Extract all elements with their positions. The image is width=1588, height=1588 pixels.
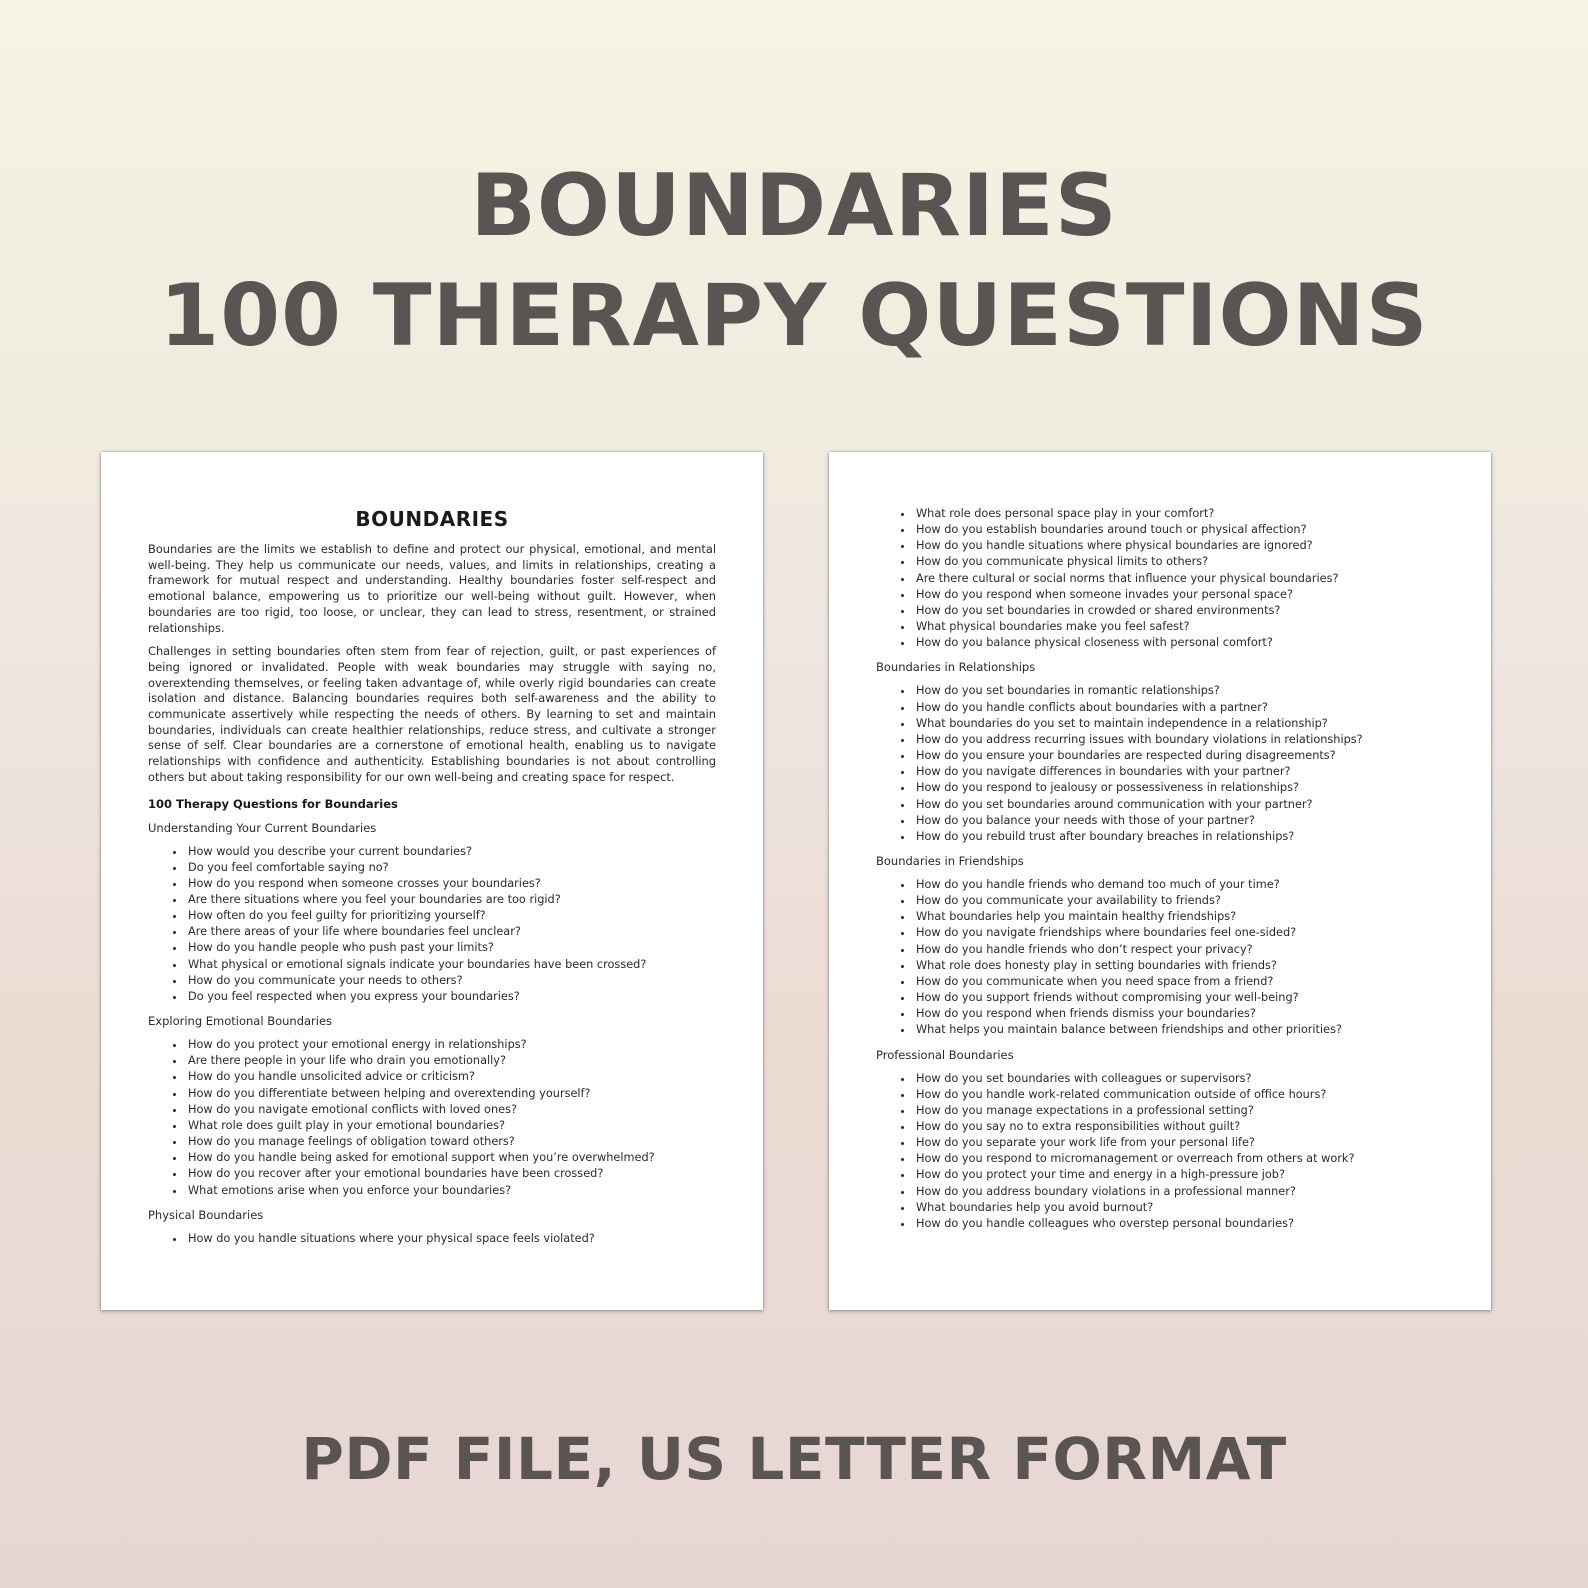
document-page-2 — [829, 452, 1491, 1310]
question-item: • How do you differentiate between helping and overextending yourself? — [186, 1086, 716, 1102]
question-item: • How do you set boundaries with colleagues or supervisors? — [914, 1071, 1444, 1087]
question-item: • How do you communicate your availability to friends? — [914, 893, 1444, 909]
question-list — [876, 1071, 1444, 1233]
question-item: • How often do you feel guilty for prioritizing yourself? — [186, 908, 716, 924]
section-heading: Professional Boundaries — [876, 1047, 1014, 1062]
question-item: • How do you communicate physical limits to others? — [914, 554, 1444, 570]
question-item: • How do you protect your emotional energy in relationships? — [186, 1037, 716, 1053]
question-list — [876, 506, 1444, 651]
question-item: • What boundaries help you maintain healthy friendships? — [914, 909, 1444, 925]
document-title: BOUNDARIES — [355, 507, 509, 531]
question-item: • How do you handle work-related communication outside of office hours? — [914, 1087, 1444, 1103]
question-item: • How do you rebuild trust after boundary breaches in relationships? — [914, 829, 1444, 845]
section-heading: Exploring Emotional Boundaries — [148, 1014, 333, 1029]
question-item: • How do you respond to jealousy or possessiveness in relationships? — [914, 780, 1444, 796]
question-item: • Are there situations where you feel your boundaries are too rigid? — [186, 892, 716, 908]
question-item: • How do you respond when friends dismiss your boundaries? — [914, 1006, 1444, 1022]
question-item: • How do you handle being asked for emotional support when you’re overwhelmed? — [186, 1150, 716, 1166]
question-item: • Are there cultural or social norms that influence your physical boundaries? — [914, 571, 1444, 587]
question-list — [876, 877, 1444, 1039]
headline-title: BOUNDARIES — [470, 156, 1118, 256]
question-item: • How do you manage expectations in a professional setting? — [914, 1103, 1444, 1119]
question-item: • How do you say no to extra responsibilities without guilt? — [914, 1119, 1444, 1135]
section-heading: Understanding Your Current Boundaries — [148, 820, 377, 835]
section-heading: Physical Boundaries — [148, 1207, 264, 1222]
question-item: • Are there areas of your life where boundaries feel unclear? — [186, 924, 716, 940]
page2-sections — [876, 659, 1444, 1232]
question-item: • How do you set boundaries around communication with your partner? — [914, 797, 1444, 813]
question-item: • How do you respond when someone invades your personal space? — [914, 587, 1444, 603]
section-heading: Boundaries in Relationships — [876, 660, 1036, 675]
question-list — [148, 1231, 716, 1247]
question-item: • How do you handle friends who demand too much of your time? — [914, 877, 1444, 893]
question-item: • How do you handle unsolicited advice or criticism? — [186, 1069, 716, 1085]
question-item: • Do you feel respected when you express your boundaries? — [186, 989, 716, 1005]
question-item: • How do you handle situations where physical boundaries are ignored? — [914, 538, 1444, 554]
question-item: • How do you navigate friendships where boundaries feel one-sided? — [914, 925, 1444, 941]
question-item: • How do you handle colleagues who overstep personal boundaries? — [914, 1216, 1444, 1232]
question-item: • How do you balance your needs with those of your partner? — [914, 813, 1444, 829]
question-item: • What helps you maintain balance between friendships and other priorities? — [914, 1022, 1444, 1038]
question-item: • What boundaries help you avoid burnout? — [914, 1200, 1444, 1216]
question-item: • How do you navigate differences in boundaries with your partner? — [914, 764, 1444, 780]
question-item: • How would you describe your current boundaries? — [186, 844, 716, 860]
question-item: • How do you support friends without compromising your well-being? — [914, 990, 1444, 1006]
question-item: • How do you respond to micromanagement or overreach from others at work? — [914, 1151, 1444, 1167]
question-item: • How do you handle people who push past your limits? — [186, 940, 716, 956]
question-item: • How do you balance physical closeness with personal comfort? — [914, 635, 1444, 651]
question-item: • How do you ensure your boundaries are respected during disagreements? — [914, 748, 1444, 764]
question-item: • What boundaries do you set to maintain independence in a relationship? — [914, 716, 1444, 732]
question-list — [148, 1037, 716, 1199]
document-page-1 — [101, 452, 763, 1310]
question-item: • How do you recover after your emotional boundaries have been crossed? — [186, 1166, 716, 1182]
question-item: • How do you handle conflicts about boundaries with a partner? — [914, 700, 1444, 716]
question-item: • What role does guilt play in your emotional boundaries? — [186, 1118, 716, 1134]
question-item: • How do you address boundary violations in a professional manner? — [914, 1184, 1444, 1200]
intro-paragraph: Challenges in setting boundaries often stem from fear of rejection, guilt, or past experiences of being ignored or invalidated. People with weak boundaries may struggle with saying no, overextending themselves, or feeling taken advantage of, while overly rigid boundaries can create isolation and distance. Balancing boundaries requires both self-awareness and the ability to communicate assertively while respecting the needs of others. By learning to set and maintain boundaries, individuals can create healthier relationships, reduce stress, and cultivate a stronger sense of self. Clear boundaries are a cornerstone of emotional health, enabling us to navigate relationships with confidence and authenticity. Establishing boundaries is not about controlling others but about taking responsibility for our own well-being and creating space for respect. — [148, 644, 716, 784]
question-item: • What role does honesty play in setting boundaries with friends? — [914, 958, 1444, 974]
question-item: • How do you establish boundaries around touch or physical affection? — [914, 522, 1444, 538]
headline-subtitle: 100 THERAPY QUESTIONS — [159, 266, 1429, 366]
question-item: • How do you respond when someone crosses your boundaries? — [186, 876, 716, 892]
question-item: • How do you handle friends who don’t respect your privacy? — [914, 942, 1444, 958]
question-item: • What physical boundaries make you feel safest? — [914, 619, 1444, 635]
question-item: • How do you address recurring issues with boundary violations in relationships? — [914, 732, 1444, 748]
question-item: • How do you set boundaries in crowded or shared environments? — [914, 603, 1444, 619]
intro-paragraph: Boundaries are the limits we establish to define and protect our physical, emotional, and mental well-being. They help us communicate our needs, values, and limits in relationships, creating a framework for mutual respect and understanding. Healthy boundaries foster self-respect and emotional balance, empowering us to prioritize our well-being without guilt. However, when boundaries are too rigid, too loose, or unclear, they can lead to stress, resentment, or strained relationships. — [148, 542, 716, 635]
question-list — [876, 683, 1444, 845]
question-item: • How do you separate your work life from your personal life? — [914, 1135, 1444, 1151]
question-list — [148, 844, 716, 1006]
format-caption: PDF FILE, US LETTER FORMAT — [301, 1425, 1287, 1493]
question-item: • What role does personal space play in your comfort? — [914, 506, 1444, 522]
question-item: • Do you feel comfortable saying no? — [186, 860, 716, 876]
question-item: • Are there people in your life who drain you emotionally? — [186, 1053, 716, 1069]
question-item: • What physical or emotional signals indicate your boundaries have been crossed? — [186, 957, 716, 973]
question-item: • How do you communicate when you need space from a friend? — [914, 974, 1444, 990]
section-heading: Boundaries in Friendships — [876, 853, 1024, 868]
page1-sections — [148, 820, 716, 1247]
question-item: • How do you set boundaries in romantic relationships? — [914, 683, 1444, 699]
questions-heading: 100 Therapy Questions for Boundaries — [148, 796, 398, 811]
question-item: • How do you communicate your needs to others? — [186, 973, 716, 989]
question-item: • What emotions arise when you enforce your boundaries? — [186, 1183, 716, 1199]
question-item: • How do you navigate emotional conflicts with loved ones? — [186, 1102, 716, 1118]
question-item: • How do you manage feelings of obligation toward others? — [186, 1134, 716, 1150]
question-item: • How do you protect your time and energy in a high-pressure job? — [914, 1167, 1444, 1183]
question-item: • How do you handle situations where your physical space feels violated? — [186, 1231, 716, 1247]
